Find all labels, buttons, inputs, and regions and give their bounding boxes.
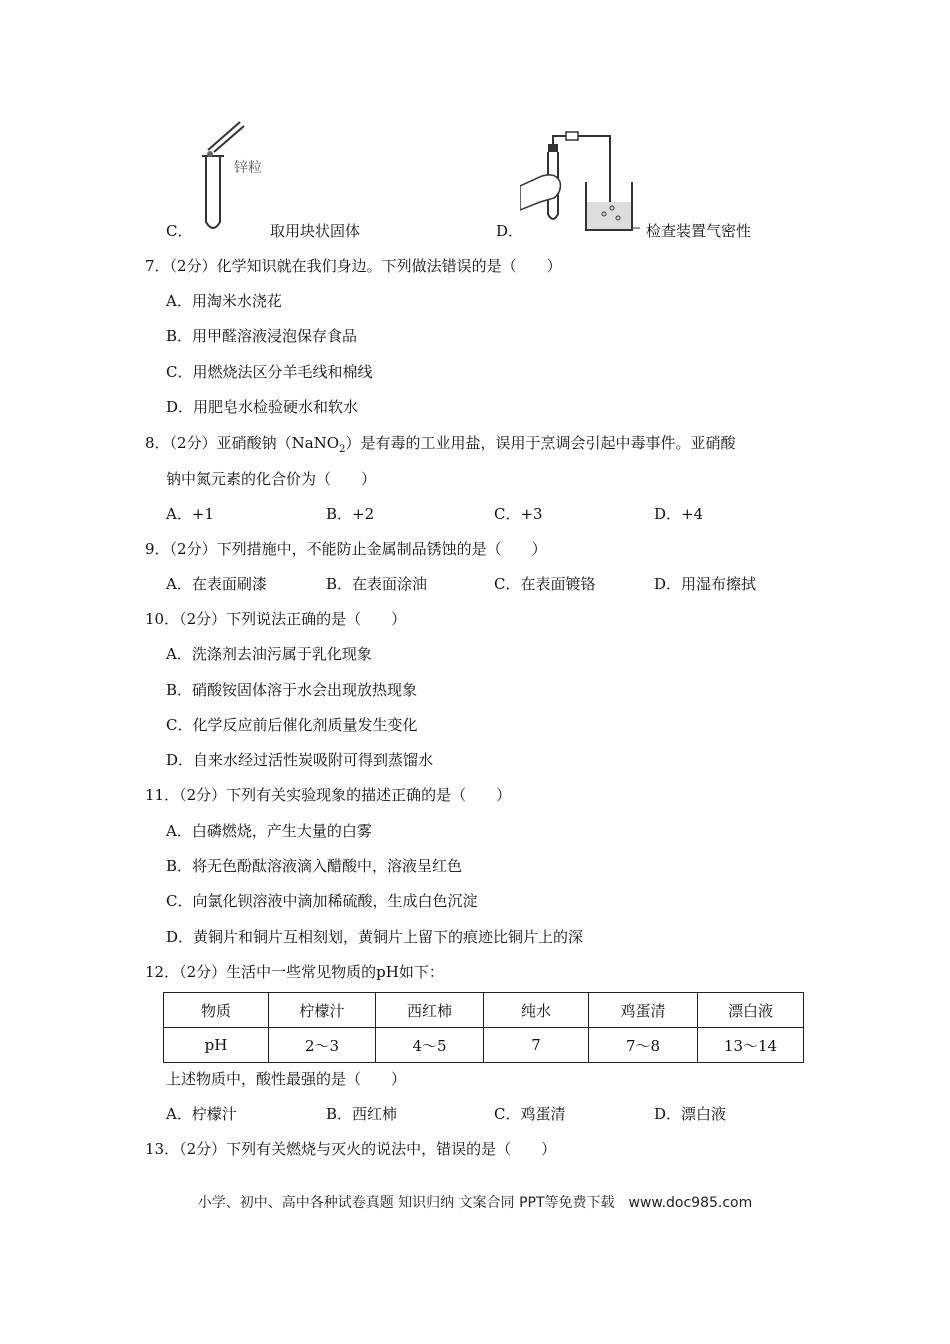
table-cell: 柠檬汁 — [269, 993, 376, 1028]
q10-option-a: A．洗涤剂去油污属于乳化现象 — [166, 645, 372, 663]
q12-option-d: D．漂白液 — [654, 1105, 727, 1123]
q12-option-c: C．鸡蛋清 — [494, 1105, 566, 1123]
q8-stem-b: ）是有毒的工业用盐，误用于烹调会引起中毒事件。亚硝酸 — [345, 434, 736, 452]
q11-option-b: B．将无色酚酞溶液滴入醋酸中，溶液呈红色 — [166, 857, 463, 875]
q6-option-c-label: C． — [166, 222, 193, 240]
airtightness-apparatus-figure — [520, 130, 640, 238]
table-cell: 西红柿 — [376, 993, 484, 1028]
q6-option-d-text: 检查装置气密性 — [646, 222, 752, 240]
q12-option-b: B．西红柿 — [326, 1105, 398, 1123]
q7-stem: 7．（2分）化学知识就在我们身边。下列做法错误的是（ ） — [145, 257, 562, 275]
q7-option-c: C．用燃烧法区分羊毛线和棉线 — [166, 363, 373, 381]
q10-option-d: D．自来水经过活性炭吸附可得到蒸馏水 — [166, 751, 434, 769]
q12-stem: 12．（2分）生活中一些常见物质的pH如下： — [145, 963, 444, 981]
q8-option-a: A．+1 — [166, 505, 214, 523]
q11-stem: 11．（2分）下列有关实验现象的描述正确的是（ ） — [145, 786, 512, 804]
q9-option-b: B．在表面涂油 — [326, 575, 428, 593]
ph-table — [163, 992, 804, 1063]
q7-option-a: A．用淘米水浇花 — [166, 292, 282, 310]
q6-option-d-label: D． — [496, 222, 524, 240]
q11-option-a: A．白磷燃烧，产生大量的白雾 — [166, 822, 372, 840]
table-cell: 7～8 — [589, 1028, 698, 1063]
page-footer: 小学、初中、高中各种试卷真题 知识归纳 文案合同 PPT等免费下载 www.doc985.com — [197, 1195, 753, 1211]
q10-stem: 10．（2分）下列说法正确的是（ ） — [145, 610, 407, 628]
table-cell: 7 — [484, 1028, 589, 1063]
q9-option-c: C．在表面镀铬 — [494, 575, 596, 593]
q10-option-c: C．化学反应前后催化剂质量发生变化 — [166, 716, 418, 734]
q10-option-b: B．硝酸铵固体溶于水会出现放热现象 — [166, 681, 418, 699]
q9-option-a: A．在表面刷漆 — [166, 575, 267, 593]
table-cell: 2～3 — [269, 1028, 376, 1063]
q8-stem-a: 8．（2分）亚硝酸钠（NaNO — [145, 434, 340, 452]
q8-option-d: D．+4 — [654, 505, 704, 523]
q9-stem: 9．（2分）下列措施中，不能防止金属制品锈蚀的是（ ） — [145, 540, 547, 558]
table-cell: 纯水 — [484, 993, 589, 1028]
test-tube-zinc-figure — [188, 118, 278, 236]
table-cell: pH — [164, 1028, 269, 1063]
q8-stem — [145, 432, 735, 455]
q13-stem: 13．（2分）下列有关燃烧与灭火的说法中，错误的是（ ） — [145, 1140, 557, 1158]
q8-option-b: B．+2 — [326, 505, 375, 523]
q8-stem-sub: 2 — [339, 444, 346, 455]
table-cell: 13～14 — [698, 1028, 804, 1063]
table-row — [164, 993, 804, 1028]
q11-option-c: C．向氯化钡溶液中滴加稀硫酸，生成白色沉淀 — [166, 892, 478, 910]
table-cell: 物质 — [164, 993, 269, 1028]
q6-option-c-text: 取用块状固体 — [270, 222, 361, 240]
q11-option-d: D．黄铜片和铜片互相刻划，黄铜片上留下的痕迹比铜片上的深 — [166, 928, 584, 946]
zinc-granule-label: 锌粒 — [234, 160, 262, 176]
q7-option-d: D．用肥皂水检验硬水和软水 — [166, 398, 359, 416]
table-row — [164, 1028, 804, 1063]
q12-follow: 上述物质中，酸性最强的是（ ） — [166, 1070, 407, 1088]
q7-option-b: B．用甲醛溶液浸泡保存食品 — [166, 327, 358, 345]
q8-stem-line2: 钠中氮元素的化合价为（ ） — [166, 470, 377, 488]
table-cell: 漂白液 — [698, 993, 804, 1028]
q9-option-d: D．用湿布擦拭 — [654, 575, 757, 593]
q12-option-a: A．柠檬汁 — [166, 1105, 237, 1123]
table-cell: 4～5 — [376, 1028, 484, 1063]
q8-option-c: C．+3 — [494, 505, 543, 523]
table-cell: 鸡蛋清 — [589, 993, 698, 1028]
